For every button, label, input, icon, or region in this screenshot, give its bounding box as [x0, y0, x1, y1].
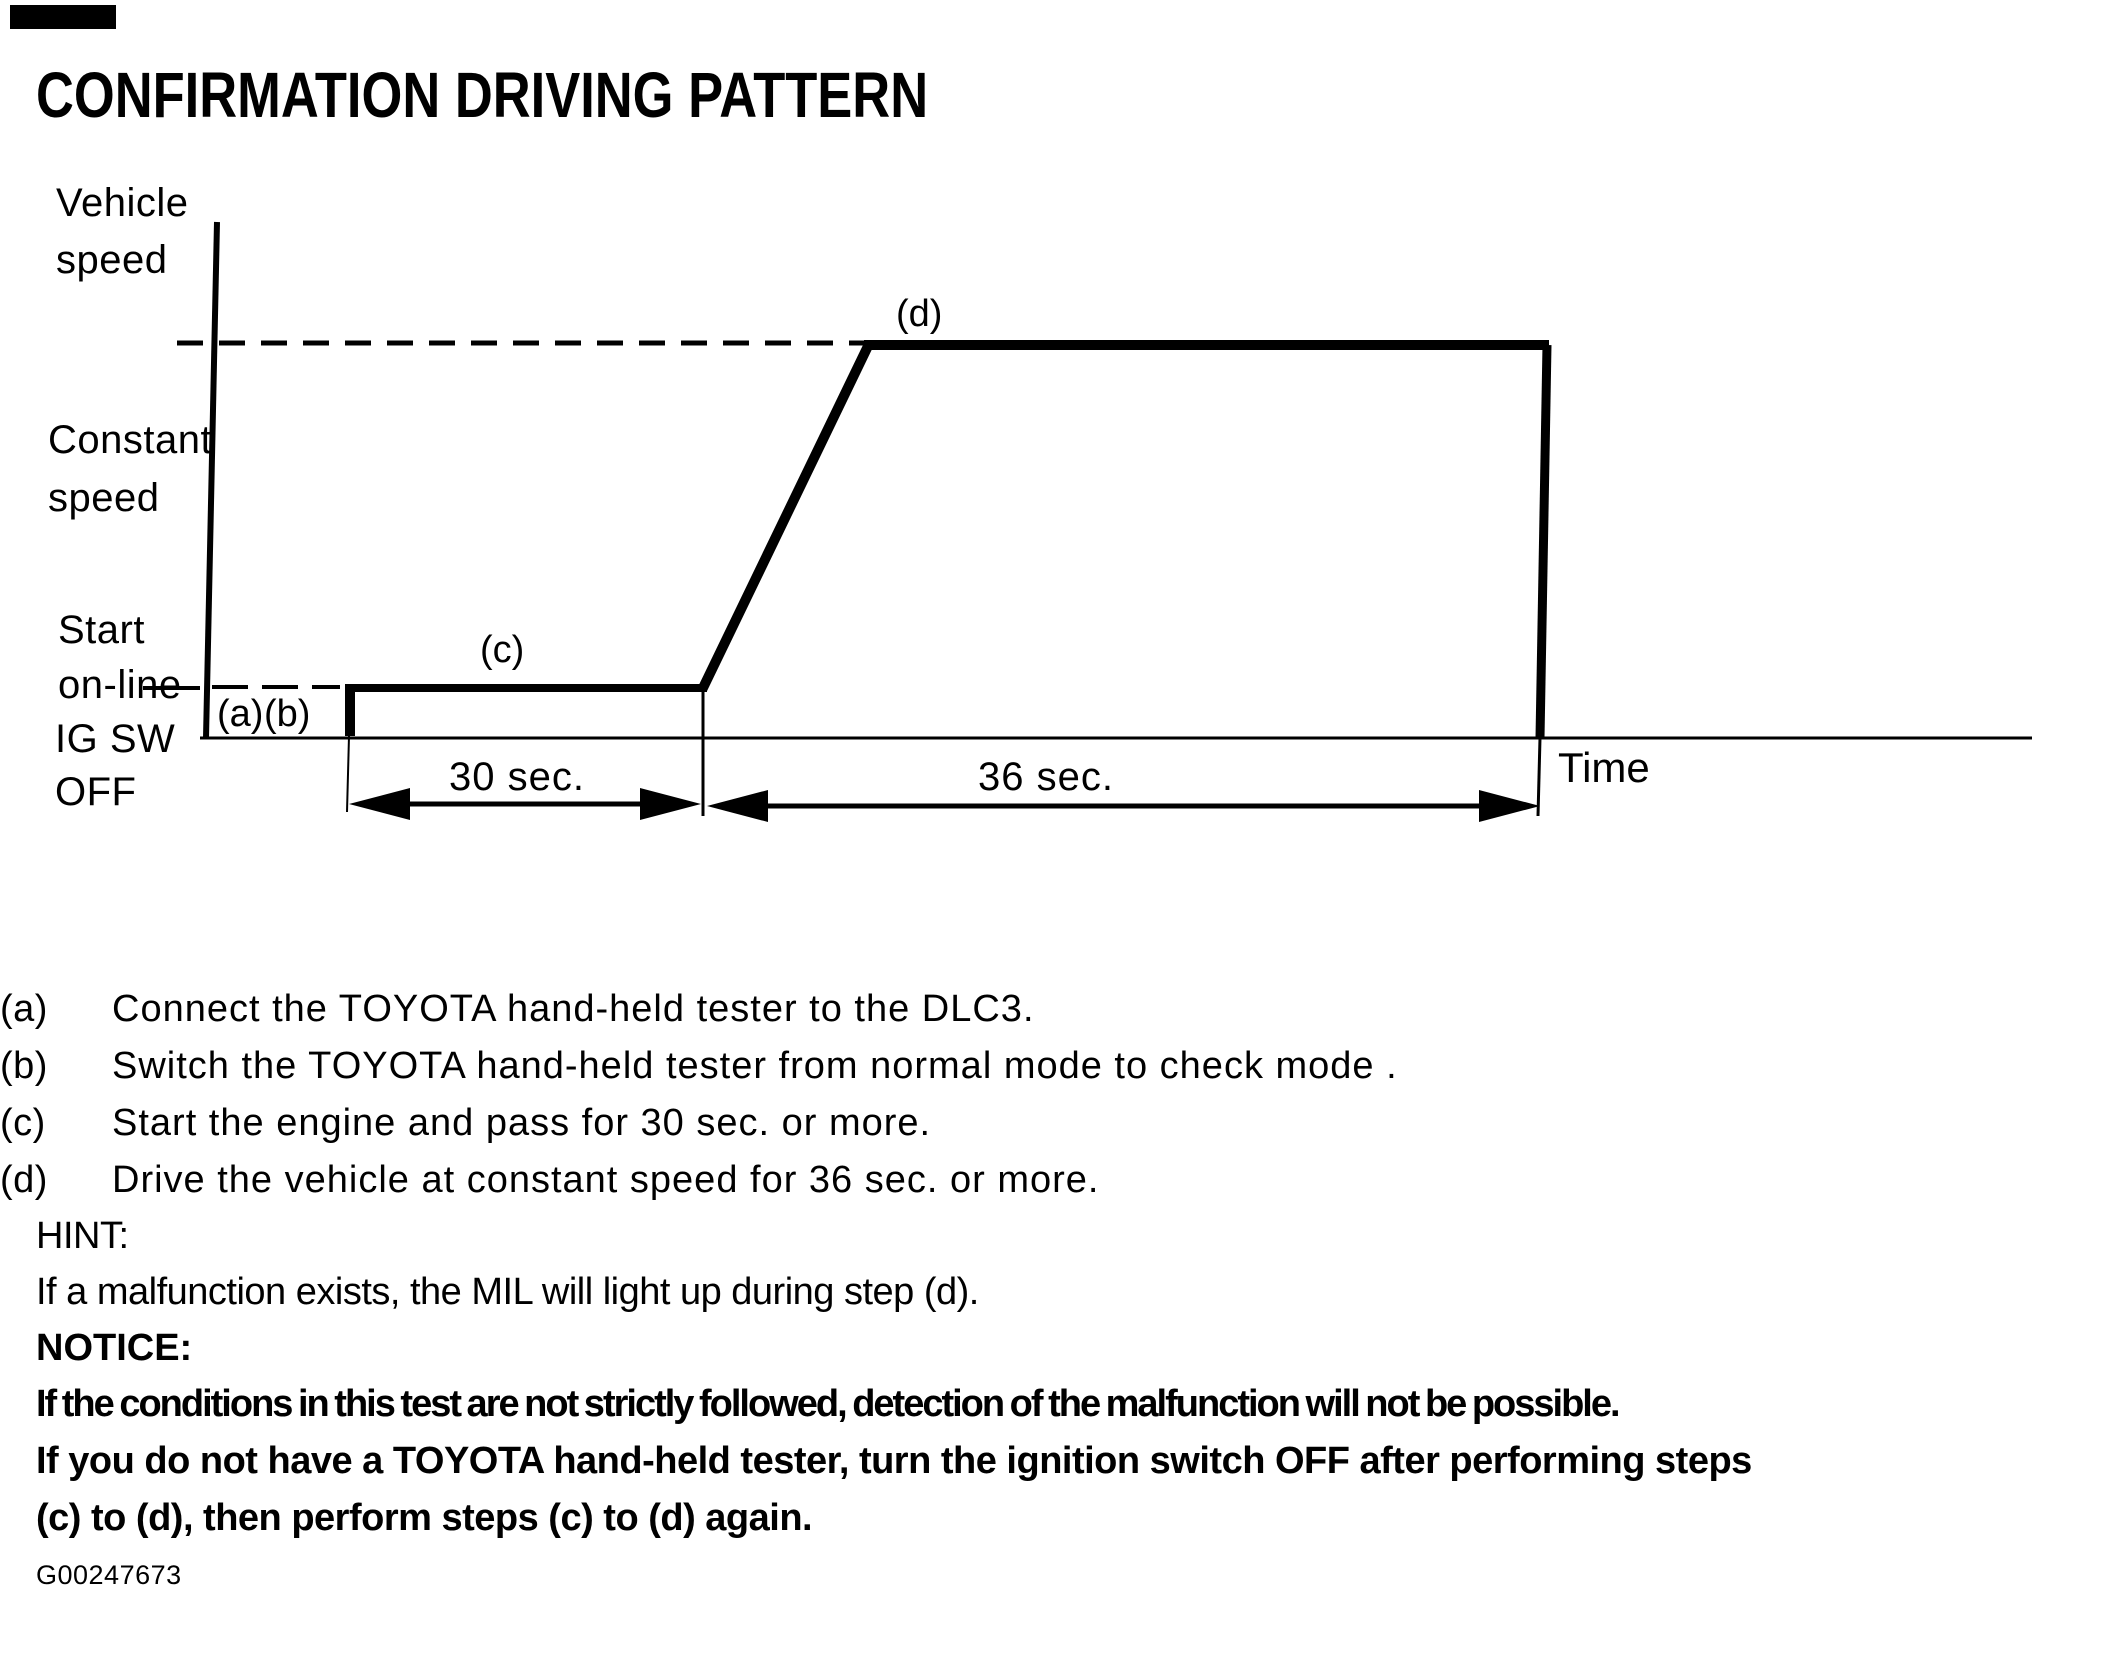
step-text: Switch the TOYOTA hand-held tester from normal mode to check mode .	[112, 1045, 1398, 1087]
off-label: OFF	[55, 770, 137, 814]
fence-left	[347, 736, 349, 812]
step-row-a	[0, 988, 1035, 1031]
point-label-b: (b)	[264, 693, 311, 735]
step-text: Connect the TOYOTA hand-held tester to the DLC3.	[112, 988, 1035, 1030]
start-online-label-line1: Start	[58, 608, 145, 652]
interval-36sec-label: 36 sec.	[978, 755, 1114, 799]
step-label: (a)	[0, 988, 48, 1030]
profile-ramp	[702, 344, 869, 690]
step-label: (c)	[0, 1102, 46, 1144]
constant-speed-label-line1: Constant	[48, 418, 213, 462]
y-axis	[206, 222, 217, 738]
hint-heading: HINT:	[36, 1215, 129, 1257]
y-axis-title-line1: Vehicle	[56, 181, 189, 225]
arrow-36sec-right-head	[1479, 790, 1540, 822]
page-title: CONFIRMATION DRIVING PATTERN	[36, 59, 929, 131]
arrow-30sec-left-head	[349, 788, 410, 820]
figure-id: G00247673	[36, 1560, 182, 1590]
step-label: (d)	[0, 1159, 48, 1201]
step-row-c	[0, 1102, 931, 1145]
hint-text: If a malfunction exists, the MIL will light up during step (d).	[36, 1271, 979, 1313]
arrow-30sec-right-head	[640, 788, 701, 820]
notice-heading: NOTICE:	[36, 1327, 193, 1369]
constant-speed-label-line2: speed	[48, 476, 160, 520]
x-axis-label: Time	[1558, 744, 1650, 791]
point-label-d: (d)	[896, 293, 943, 335]
profile-end-drop	[1540, 345, 1547, 738]
notice-line-2: If you do not have a TOYOTA hand-held tester, turn the ignition switch OFF after performing steps	[36, 1440, 1752, 1482]
igsw-label: IG SW	[55, 717, 176, 761]
step-row-d	[0, 1159, 1099, 1202]
notice-line-3: (c) to (d), then perform steps (c) to (d) again.	[36, 1497, 813, 1539]
start-online-label-line2: on-line	[58, 663, 182, 707]
y-axis-title-line2: speed	[56, 238, 168, 282]
fence-right	[1538, 738, 1540, 816]
step-text: Drive the vehicle at constant speed for 36 sec. or more.	[112, 1159, 1100, 1201]
step-text: Start the engine and pass for 30 sec. or more.	[112, 1102, 932, 1144]
step-label: (b)	[0, 1045, 48, 1087]
step-row-b	[0, 1045, 1398, 1088]
notice-line-1: If the conditions in this test are not strictly followed, detection of the malfunction will not be possible.	[36, 1383, 1619, 1425]
arrow-36sec-left-head	[707, 790, 768, 822]
point-label-a: (a)	[217, 693, 264, 735]
interval-30sec-label: 30 sec.	[449, 755, 585, 799]
point-label-c: (c)	[480, 629, 525, 671]
